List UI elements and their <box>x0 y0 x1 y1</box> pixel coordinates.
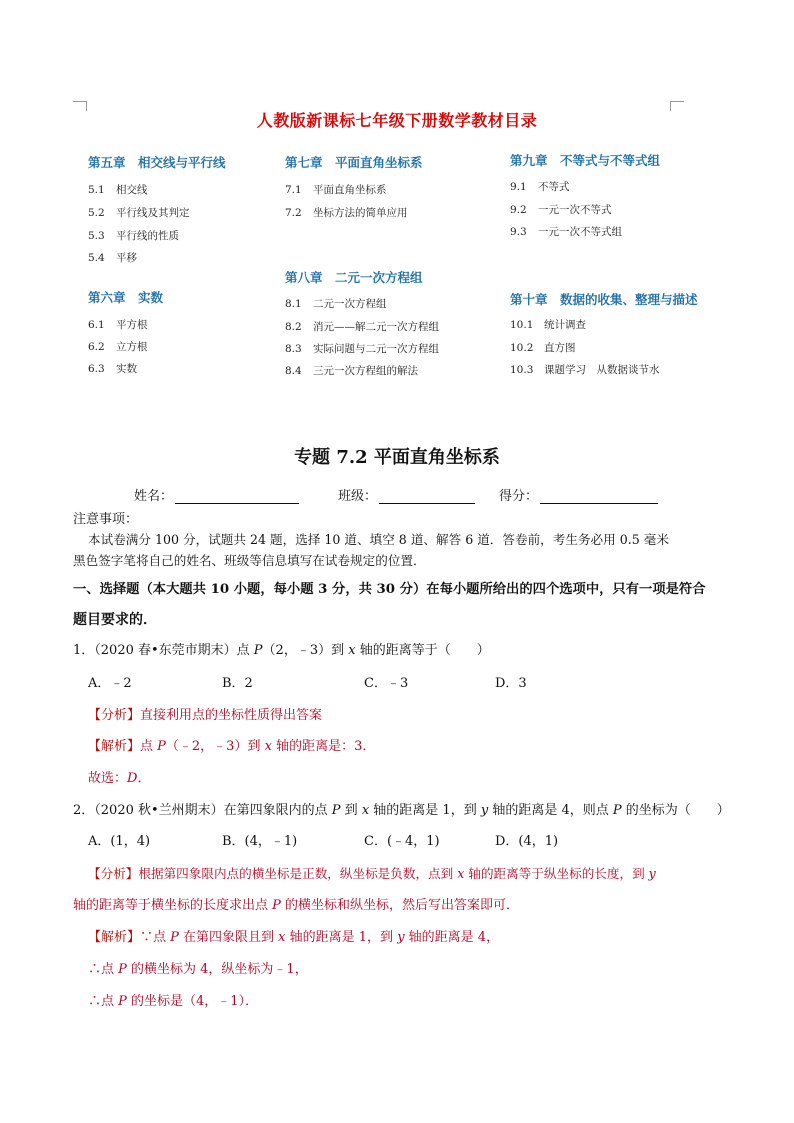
section-7-1: 7.1 平面直角坐标系 <box>285 184 387 196</box>
section-8-2: 8.2 消元——解二元一次方程组 <box>285 321 439 333</box>
notice-line-1: 本试卷满分 100 分，试题共 24 题，选择 10 道、填空 8 道、解答 6 道．答卷前，考生务必用 0.5 毫米 <box>88 532 669 547</box>
section-9-3: 9.3 一元一次不等式组 <box>510 226 622 238</box>
q1-analysis: 【分析】直接利用点的坐标性质得出答案 <box>88 708 323 723</box>
chapter-5-title: 第五章 相交线与平行线 <box>88 155 226 170</box>
q2-analysis-line-2: 轴的距离等于横坐标的长度求出点 P 的横坐标和纵坐标，然后写出答案即可． <box>73 898 520 913</box>
q2-option-b[interactable]: B．(4，﹣1) <box>222 834 298 849</box>
chapter-7-title: 第七章 平面直角坐标系 <box>285 155 423 170</box>
section-5-3: 5.3 平行线的性质 <box>88 230 179 242</box>
section-9-1: 9.1 不等式 <box>510 181 570 193</box>
name-label: 姓名： <box>134 489 174 504</box>
q1-option-b[interactable]: B．2 <box>222 676 253 691</box>
toc-title: 人教版新课标七年级下册数学教材目录 <box>256 111 538 130</box>
score-field[interactable] <box>499 485 658 504</box>
name-blank[interactable] <box>175 489 299 504</box>
q2-option-d[interactable]: D．(4，1) <box>495 834 559 849</box>
class-label: 班级： <box>338 489 378 504</box>
question-2-stem: 2．（2020 秋•兰州期末）在第四象限内的点 P 到 x 轴的距离是 1，到 y 轴的距离是 4，则点 P 的坐标为（ ） <box>73 803 730 818</box>
chapter-9-title: 第九章 不等式与不等式组 <box>510 153 661 168</box>
section-6-3: 6.3 实数 <box>88 363 137 375</box>
section-10-1: 10.1 统计调查 <box>510 319 586 331</box>
document-title: 专题 7.2 平面直角坐标系 <box>294 447 500 468</box>
class-blank[interactable] <box>379 489 475 504</box>
corner-mark-left-h <box>73 101 87 102</box>
section-8-3: 8.3 实际问题与二元一次方程组 <box>285 343 439 355</box>
section-1-heading-line-1: 一、选择题（本大题共 10 小题，每小题 3 分，共 30 分）在每小题所给出的四个选项中，只有一项是符合 <box>73 582 706 597</box>
section-6-2: 6.2 立方根 <box>88 341 148 353</box>
q2-option-a[interactable]: A．(1，4) <box>88 834 151 849</box>
q2-step-2: ∴点 P 的坐标是（4，﹣1）． <box>88 994 259 1009</box>
q2-solution: 【解析】∵点 P 在第四象限且到 x 轴的距离是 1，到 y 轴的距离是 4， <box>88 930 500 945</box>
q2-option-c[interactable]: C．(﹣4，1) <box>364 834 440 849</box>
q1-option-d[interactable]: D．3 <box>495 676 527 691</box>
section-6-1: 6.1 平方根 <box>88 319 148 331</box>
section-1-heading-line-2: 题目要求的． <box>73 612 157 628</box>
score-blank[interactable] <box>540 489 658 504</box>
section-9-2: 9.2 一元一次不等式 <box>510 204 612 216</box>
q1-option-c[interactable]: C．﹣3 <box>364 676 409 691</box>
notice-label: 注意事项： <box>73 512 139 527</box>
section-5-1: 5.1 相交线 <box>88 184 148 196</box>
q1-option-a[interactable]: A．﹣2 <box>88 676 132 691</box>
section-10-3: 10.3 课题学习 从数据谈节水 <box>510 364 660 376</box>
q1-answer: 故选：D． <box>88 771 151 786</box>
section-5-4: 5.4 平移 <box>88 252 137 264</box>
corner-mark-right-h <box>670 101 684 102</box>
chapter-8-title: 第八章 二元一次方程组 <box>285 270 423 285</box>
section-7-2: 7.2 坐标方法的简单应用 <box>285 207 408 219</box>
chapter-6-title: 第六章 实数 <box>88 290 164 305</box>
score-label: 得分： <box>499 489 539 504</box>
question-1-stem: 1．（2020 春•东莞市期末）点 P（2，﹣3）到 x 轴的距离等于（ ） <box>73 643 490 658</box>
notice-line-2: 黑色签字笔将自己的姓名、班级等信息填写在试卷规定的位置． <box>73 553 426 568</box>
section-8-1: 8.1 二元一次方程组 <box>285 298 387 310</box>
name-field[interactable] <box>134 485 299 504</box>
section-10-2: 10.2 直方图 <box>510 342 576 354</box>
class-field[interactable] <box>338 485 475 504</box>
q2-step-1: ∴点 P 的横坐标为 4，纵坐标为﹣1， <box>88 962 308 977</box>
section-5-2: 5.2 平行线及其判定 <box>88 207 190 219</box>
chapter-10-title: 第十章 数据的收集、整理与描述 <box>510 292 698 307</box>
section-8-4: 8.4 三元一次方程组的解法 <box>285 365 418 377</box>
q2-analysis-line-1: 【分析】根据第四象限内点的横坐标是正数，纵坐标是负数，点到 x 轴的距离等于纵坐标的长度，到 y <box>88 866 656 881</box>
q1-solution: 【解析】点 P（﹣2，﹣3）到 x 轴的距离是：3． <box>88 739 376 754</box>
